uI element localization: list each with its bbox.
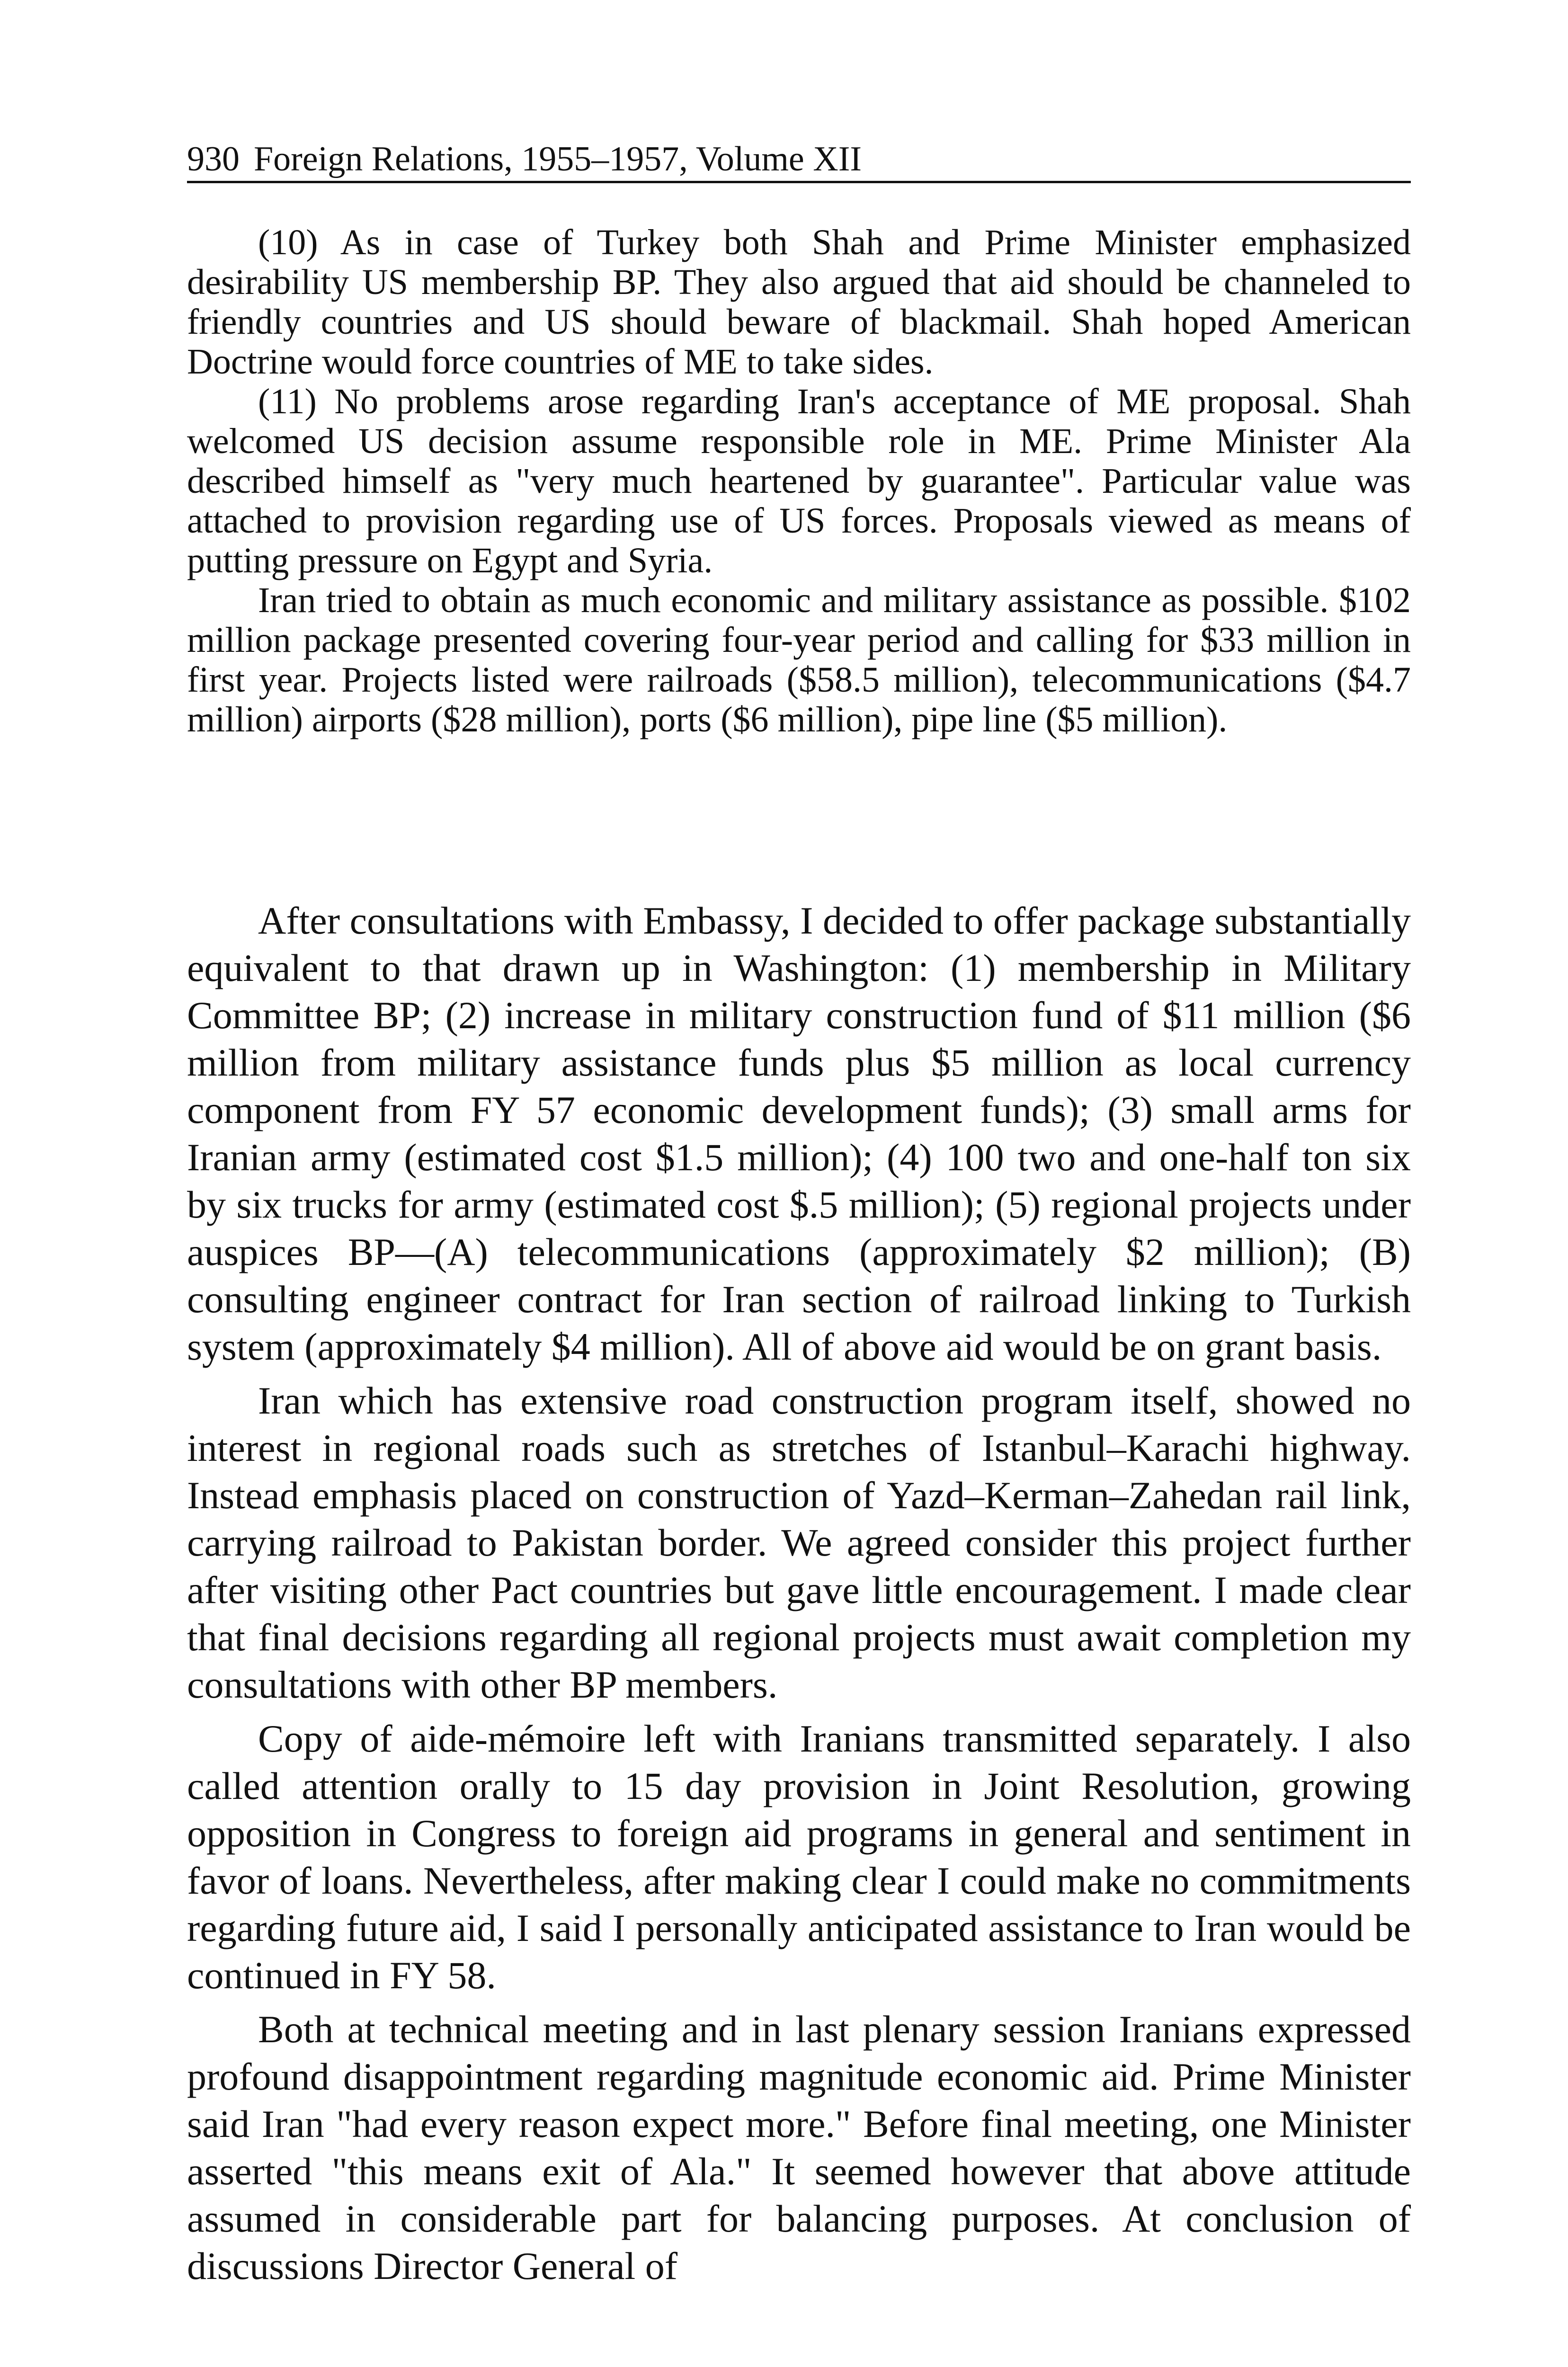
page-number: 930 (187, 140, 240, 178)
paragraph-aide-memoire: Copy of aide-mémoire left with Iranians transmitted separately. I also called attention orally to 15 day provision in Joint Resolution, growing opposition in Congress to foreign aid programs in general and sentiment in favor of loans. Nevertheless, after making clear I could make no commitments regarding future aid, I said I personally anticipated assistance to Iran would be continued in FY 58. (187, 1717, 1411, 1997)
paragraph-disappointment: Both at technical meeting and in last plenary session Iranians expressed profound disappointment regarding magnitude economic aid. Prime Minister said Iran "had every reason expect more." Before final meeting, one Minister asserted "this means exit of Ala." It seemed however that above attitude assumed in considerable part for balancing purposes. At conclusion of discussions Director General of (187, 2008, 1411, 2287)
paragraph-item-10: (10) As in case of Turkey both Shah and Prime Minister emphasized desirability US membership BP. They also argued that aid should be channeled to friendly countries and US should beware of blackmail. Shah hoped American Doctrine would force countries of ME to take sides. (187, 222, 1411, 382)
telegram-excerpt-section (187, 222, 1411, 739)
paragraph-iran-request: Iran tried to obtain as much economic and military assistance as possible. $102 million package presented covering four-year period and calling for $33 million in first year. Projects listed were railroads ($58.5 million), telecommunications ($4.7 million) airports ($28 million), ports ($6 million), pipe line ($5 million). (187, 580, 1411, 739)
paragraph-item-11: (11) No problems arose regarding Iran's acceptance of ME proposal. Shah welcomed US decision assume responsible role in ME. Prime Minister Ala described himself as "very much heartened by guarantee". Particular value was attached to provision regarding use of US forces. Proposals viewed as means of putting pressure on Egypt and Syria. (187, 382, 1411, 580)
paragraph-offer-package: After consultations with Embassy, I decided to offer package substantially equivalent to that drawn up in Washington: (1) membership in Military Committee BP; (2) increase in military construction fund of $11 million ($6 million from military assistance funds plus $5 million as local currency component from FY 57 economic development funds); (3) small arms for Iranian army (estimated cost $1.5 million); (4) 100 two and one-half ton six by six trucks for army (estimated cost $.5 million); (5) regional projects under auspices BP—(A) telecommunications (approximately $2 million); (B) consulting engineer contract for Iran section of railroad linking to Turkish system (approximately $4 million). All of above aid would be on grant basis. (187, 899, 1411, 1368)
report-body-section (187, 897, 1411, 2290)
running-header (187, 137, 1411, 183)
paragraph-regional-roads: Iran which has extensive road construction program itself, showed no interest in regional roads such as stretches of Istanbul–Karachi highway. Instead emphasis placed on construction of Yazd–Kerman–Zahedan rail link, carrying railroad to Pakistan border. We agreed consider this project further after visiting other Pact countries but gave little encouragement. I made clear that final decisions regarding all regional projects must await completion my consultations with other BP members. (187, 1379, 1411, 1706)
running-title: Foreign Relations, 1955–1957, Volume XII (254, 140, 862, 178)
